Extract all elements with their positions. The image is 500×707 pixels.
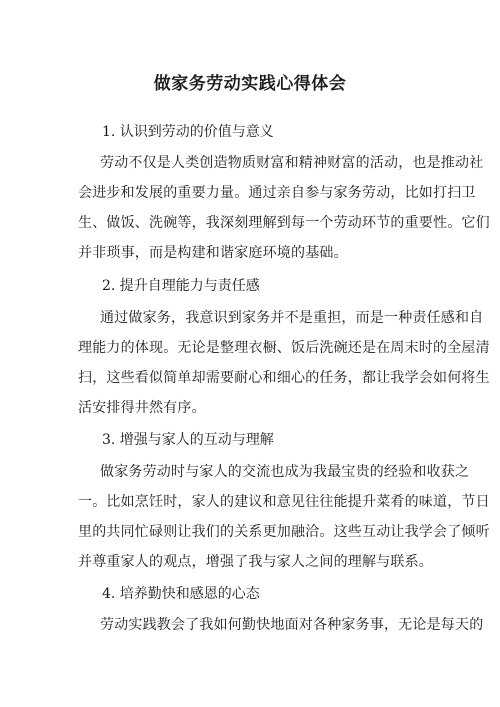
paragraph-line: 理能力的体现。无论是整理衣橱、饭后洗碗还是在周末时的全屋清 bbox=[78, 340, 490, 356]
section-heading-4: 4. 培养勤快和感恩的心态 bbox=[102, 586, 260, 602]
section-paragraph-1 bbox=[78, 148, 490, 268]
section-heading-2: 2. 提升自理能力与责任感 bbox=[102, 278, 260, 294]
section-heading-1: 1. 认识到劳动的价值与意义 bbox=[102, 124, 274, 140]
paragraph-line: 并非琐事，而是构建和谐家庭环境的基础。 bbox=[78, 245, 348, 261]
document-title: 做家务劳动实践心得体会 bbox=[153, 74, 347, 94]
section-paragraph-2 bbox=[78, 303, 490, 423]
paragraph-line: 里的共同忙碌则让我们的关系更加融洽。这些互动让我学会了倾听 bbox=[78, 524, 490, 540]
paragraph-line: 通过做家务，我意识到家务并不是重担，而是一种责任感和自 bbox=[100, 310, 484, 326]
paragraph-line: 劳动不仅是人类创造物质财富和精神财富的活动，也是推动社 bbox=[100, 155, 484, 171]
section-paragraph-4 bbox=[78, 610, 484, 640]
paragraph-line: 活安排得井然有序。 bbox=[78, 400, 206, 416]
paragraph-line: 生、做饭、洗碗等，我深刻理解到每一个劳动环节的重要性。它们 bbox=[78, 215, 490, 231]
section-paragraph-3 bbox=[78, 457, 490, 577]
paragraph-line: 一。比如烹饪时，家人的建议和意见往往能提升菜肴的味道，节日 bbox=[78, 494, 490, 510]
section-heading-3: 3. 增强与家人的互动与理解 bbox=[102, 432, 274, 448]
paragraph-line: 做家务劳动时与家人的交流也成为我最宝贵的经验和收获之 bbox=[100, 464, 470, 480]
paragraph-line: 并尊重家人的观点，增强了我与家人之间的理解与联系。 bbox=[78, 554, 433, 570]
paragraph-line: 劳动实践教会了我如何勤快地面对各种家务事，无论是每天的 bbox=[100, 617, 484, 633]
paragraph-line: 会进步和发展的重要力量。通过亲自参与家务劳动，比如打扫卫 bbox=[78, 185, 476, 201]
paragraph-line: 扫，这些看似简单却需要耐心和细心的任务，都让我学会如何将生 bbox=[78, 370, 490, 386]
